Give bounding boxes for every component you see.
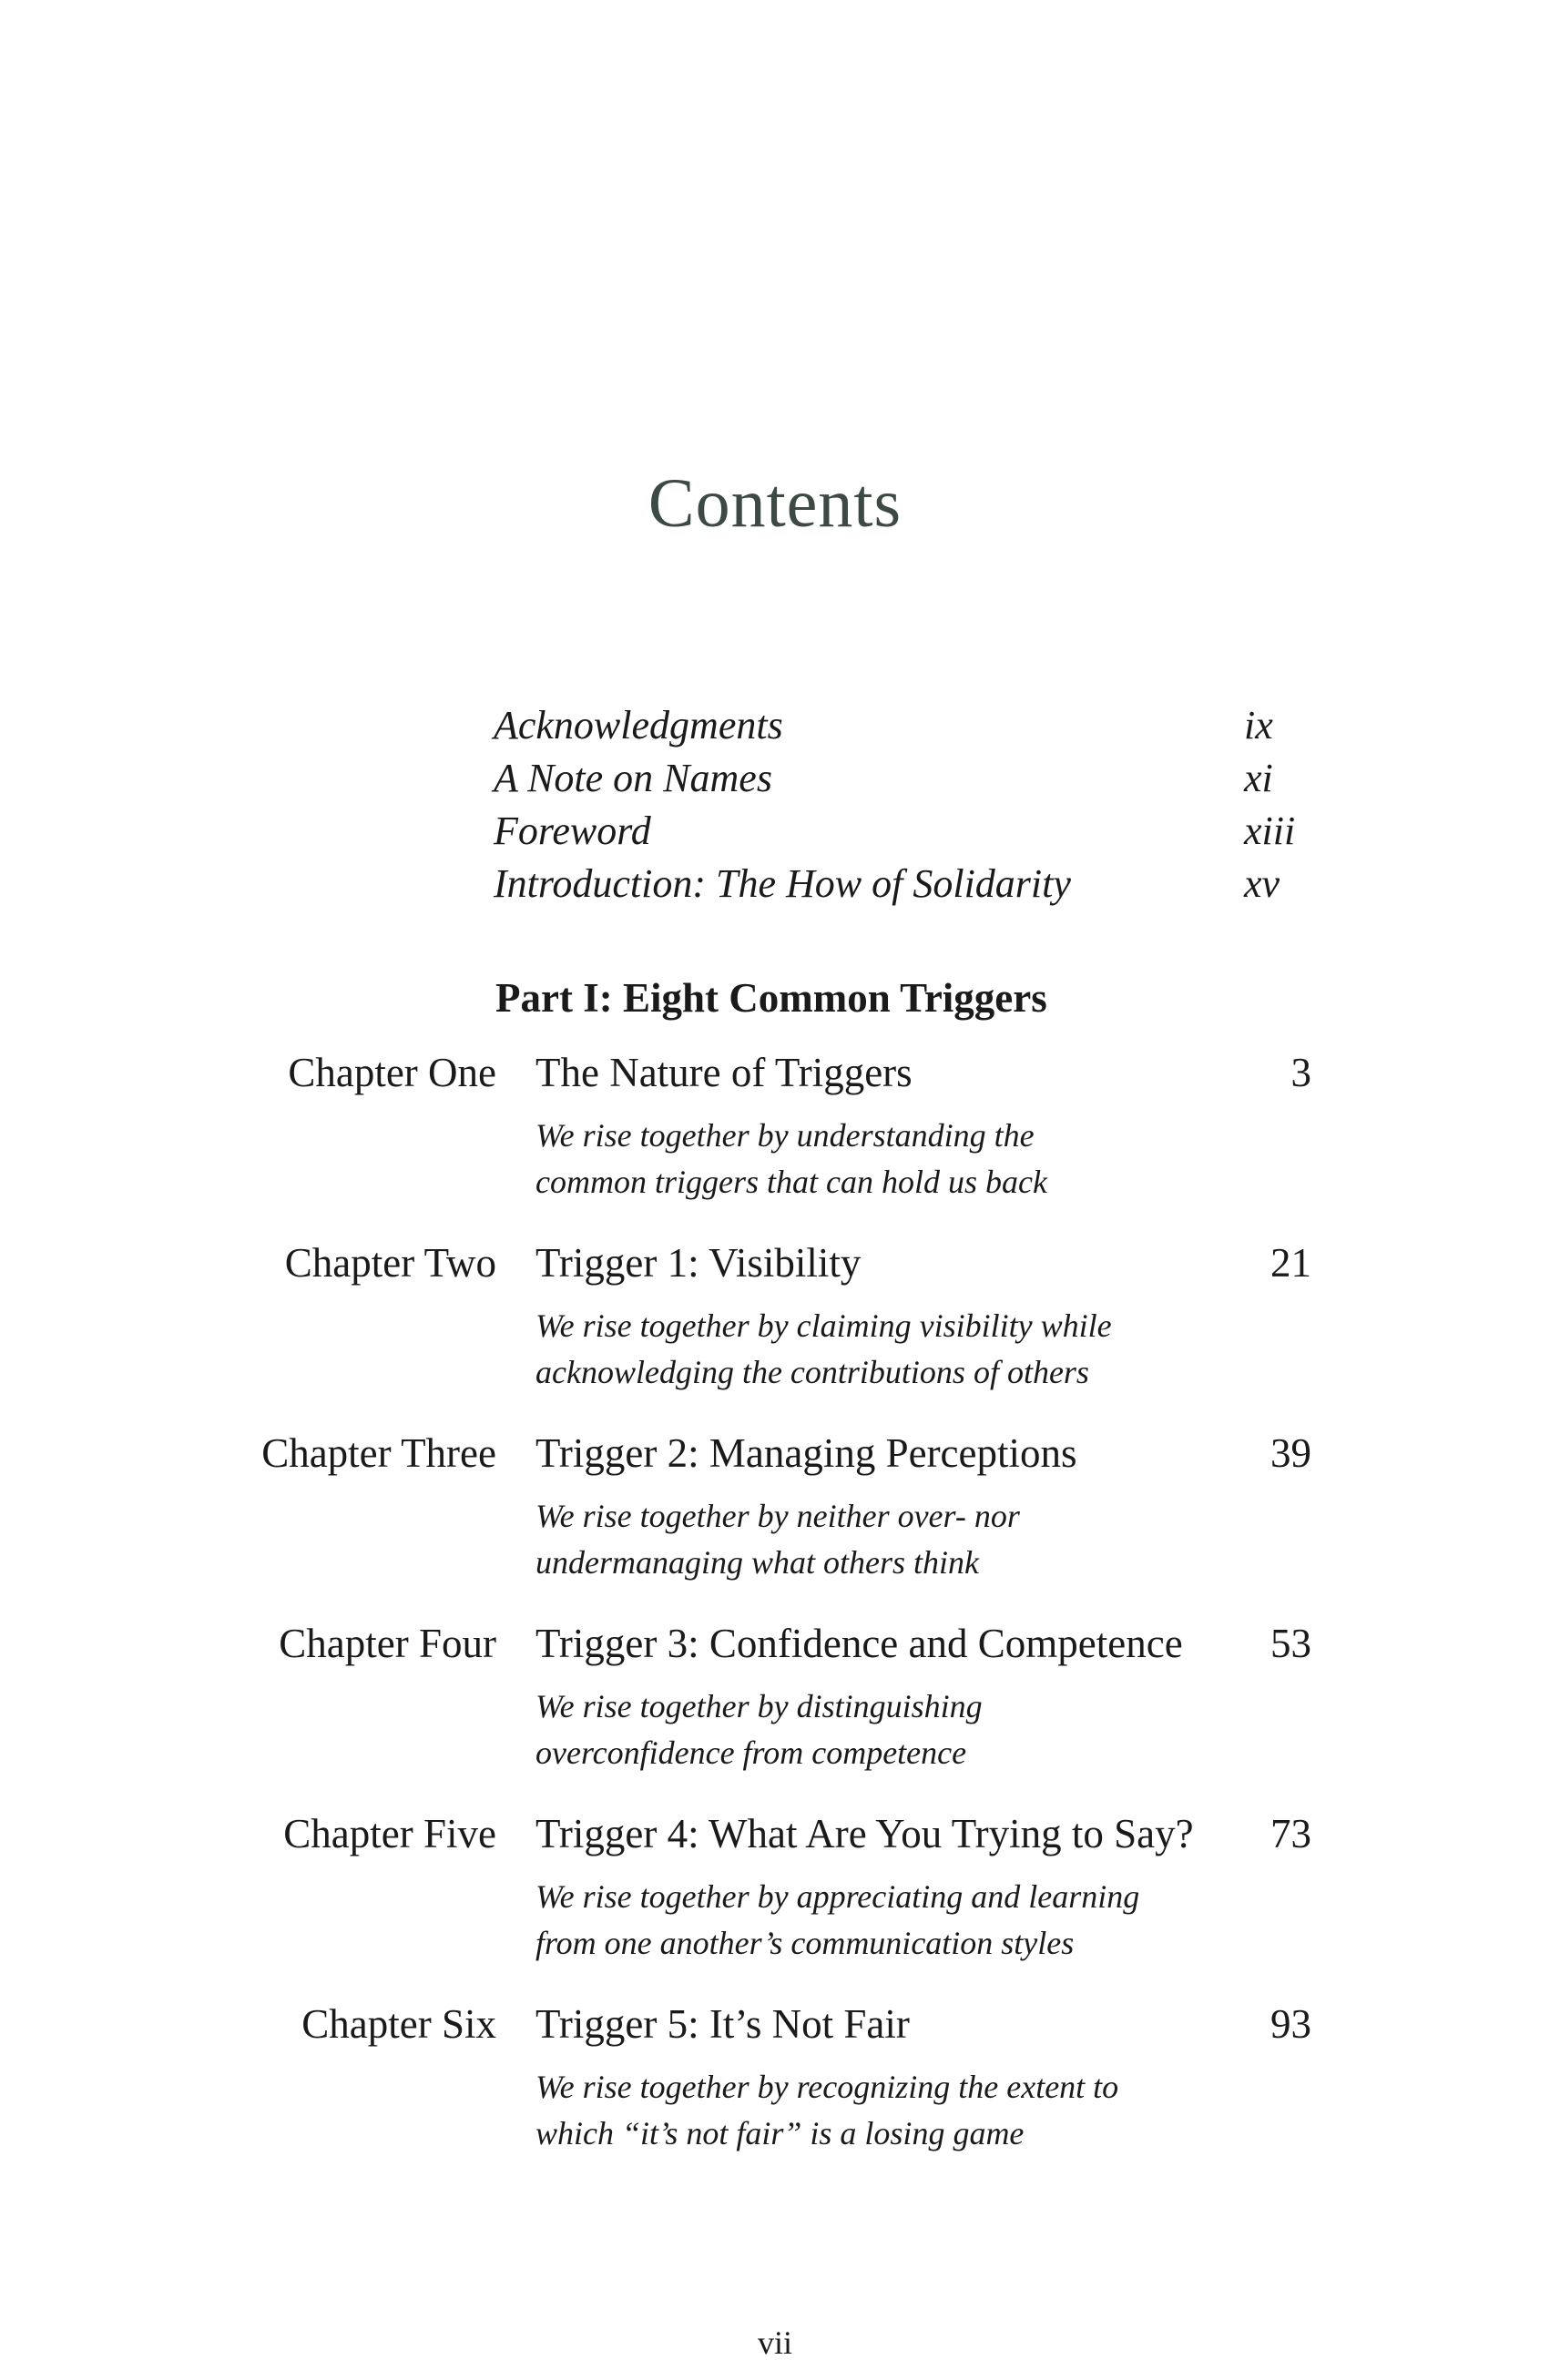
chapter-description-line: We rise together by neither over- nor (535, 1498, 1020, 1534)
chapter-entry (0, 1806, 1550, 1997)
chapter-description (535, 1493, 1228, 1586)
front-matter-item (494, 858, 1331, 910)
chapter-number: Chapter Five (283, 1811, 496, 1856)
chapter-page: 93 (1270, 2001, 1311, 2047)
chapter-entry (0, 1426, 1550, 1616)
front-matter-item (494, 805, 1331, 858)
front-matter-title: Acknowledgments (494, 703, 783, 748)
chapter-description (535, 1683, 1228, 1776)
chapter-title: The Nature of Triggers (535, 1050, 913, 1095)
chapter-description-line: We rise together by understanding the (535, 1117, 1035, 1154)
front-matter-item (494, 699, 1331, 752)
page-title: Contents (648, 465, 902, 542)
chapter-number: Chapter One (288, 1050, 496, 1095)
front-matter-list (494, 699, 1331, 910)
chapter-page: 3 (1290, 1050, 1311, 1095)
chapter-entry (0, 1236, 1550, 1426)
chapter-number: Chapter Three (261, 1430, 496, 1476)
chapter-description-line: We rise together by distinguishing (535, 1688, 983, 1724)
chapter-description-line: We rise together by claiming visibility while (535, 1307, 1112, 1344)
front-matter-page: ix (1244, 703, 1273, 748)
chapter-description (535, 1874, 1228, 1967)
chapter-description (535, 1113, 1228, 1205)
chapter-entry (0, 1616, 1550, 1806)
chapter-page: 39 (1270, 1430, 1311, 1476)
chapter-page: 73 (1270, 1811, 1311, 1856)
chapter-title: Trigger 3: Confidence and Competence (535, 1621, 1183, 1666)
chapter-title: Trigger 4: What Are You Trying to Say? (535, 1811, 1194, 1856)
chapter-description (535, 2064, 1228, 2157)
chapter-number: Chapter Six (301, 2001, 496, 2047)
chapter-description-line: common triggers that can hold us back (535, 1164, 1047, 1200)
chapter-number: Chapter Four (279, 1621, 496, 1666)
chapter-description (535, 1303, 1228, 1396)
chapter-entry (0, 1997, 1550, 2187)
chapter-description-line: acknowledging the contributions of others (535, 1354, 1089, 1390)
chapter-description-line: We rise together by recognizing the extent to (535, 2069, 1119, 2105)
chapter-description-line: undermanaging what others think (535, 1544, 979, 1581)
front-matter-title: A Note on Names (494, 756, 772, 800)
page-number: vii (757, 2324, 792, 2361)
front-matter-page: xi (1244, 756, 1273, 800)
front-matter-page: xiii (1244, 809, 1296, 853)
front-matter-title: Introduction: The How of Solidarity (494, 861, 1071, 906)
chapter-entry (0, 1045, 1550, 1236)
chapter-description-line: We rise together by appreciating and learning (535, 1878, 1140, 1915)
chapter-description-line: which “it’s not fair” is a losing game (535, 2115, 1025, 2151)
chapter-page: 53 (1270, 1621, 1311, 1666)
chapter-list (0, 1045, 1550, 2187)
chapter-number: Chapter Two (284, 1240, 496, 1286)
chapter-title: Trigger 2: Managing Perceptions (535, 1430, 1077, 1476)
chapter-title: Trigger 1: Visibility (535, 1240, 862, 1286)
front-matter-title: Foreword (494, 809, 651, 853)
part-heading: Part I: Eight Common Triggers (495, 975, 1047, 1021)
front-matter-page: xv (1244, 861, 1280, 906)
front-matter-item (494, 752, 1331, 805)
chapter-page: 21 (1270, 1240, 1311, 1286)
chapter-description-line: from one another’s communication styles (535, 1925, 1075, 1961)
chapter-title: Trigger 5: It’s Not Fair (535, 2001, 910, 2047)
chapter-description-line: overconfidence from competence (535, 1734, 967, 1771)
